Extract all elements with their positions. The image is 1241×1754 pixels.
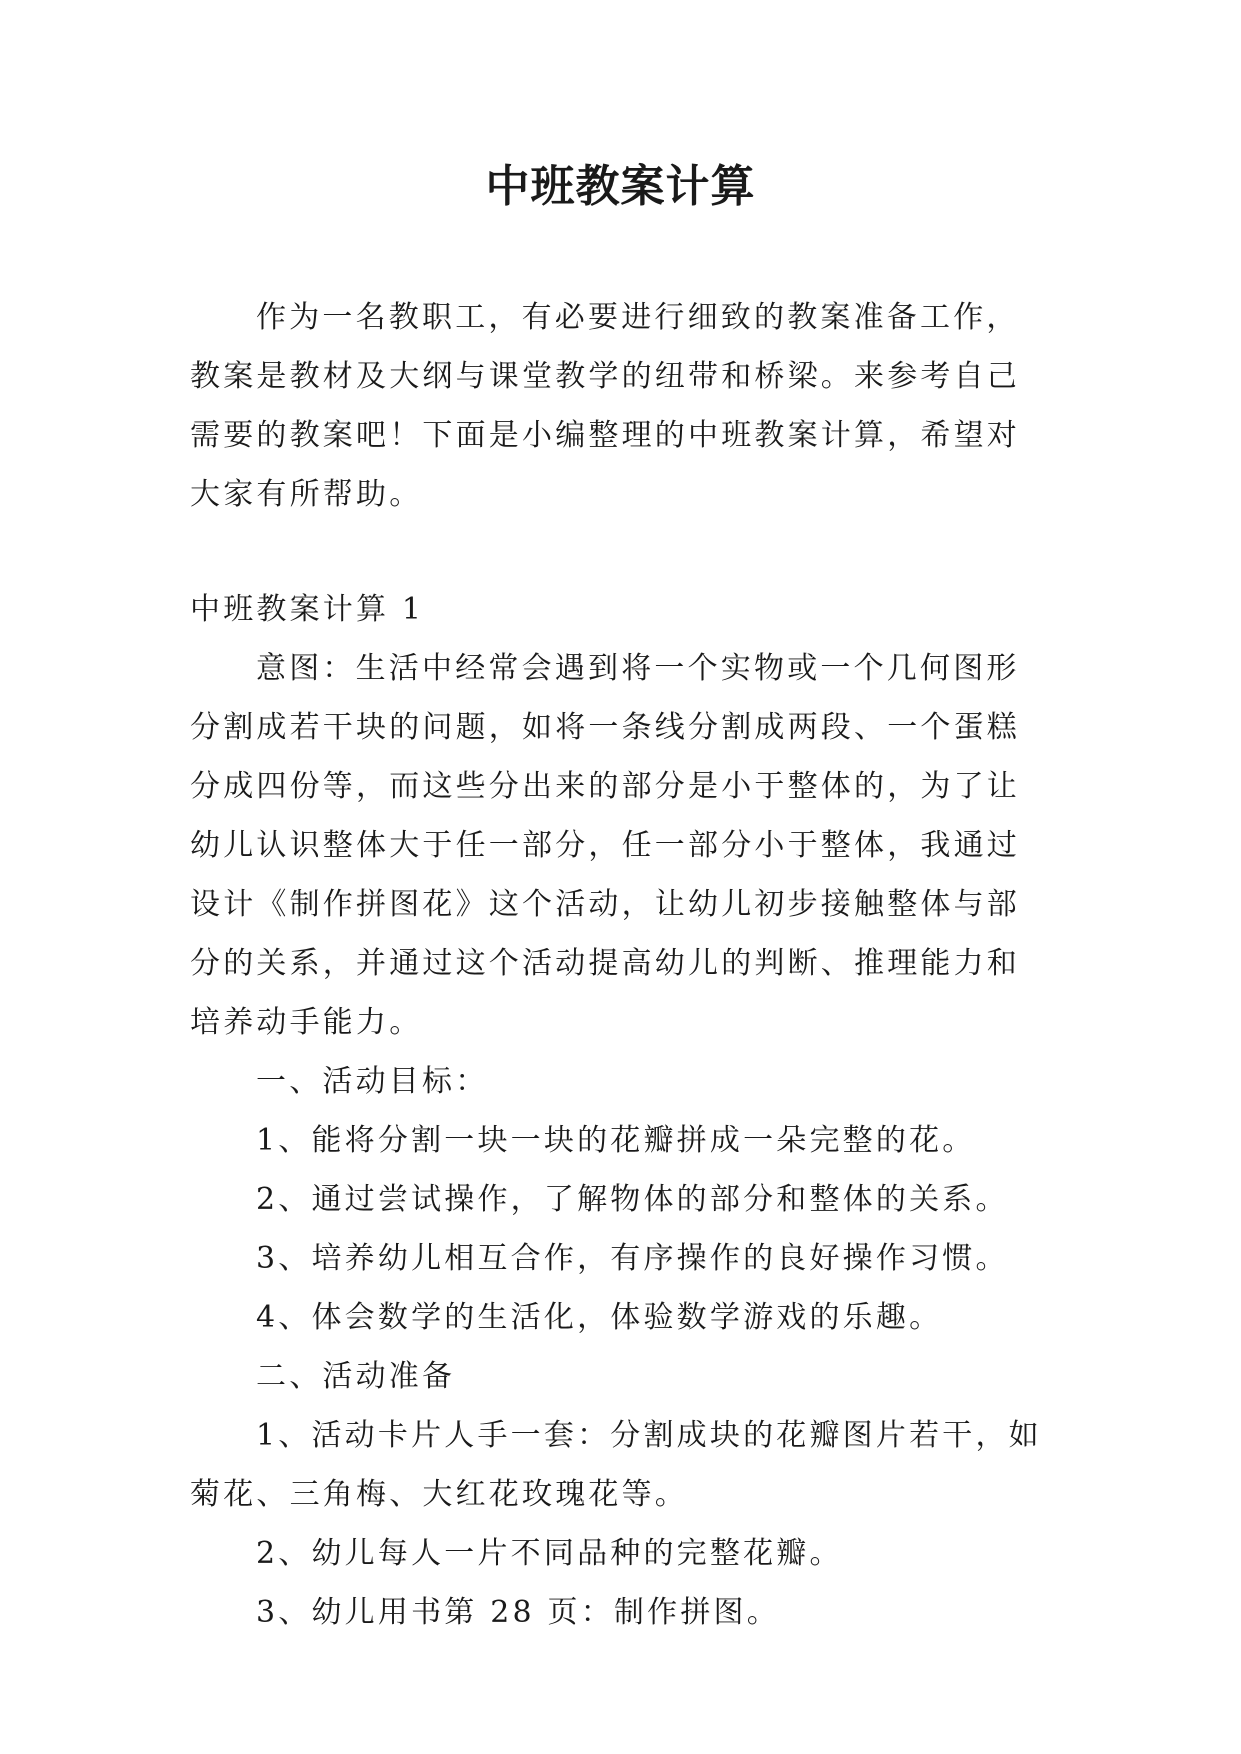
goal-item: 1、能将分割一块一块的花瓣拼成一朵完整的花。	[256, 1123, 976, 1158]
intro-paragraph: 作为一名教职工，有必要进行细致的教案准备工作，教案是教材及大纲与课堂教学的纽带和桥梁。来参考自己需要的教案吧！下面是小编整理的中班教案计算，希望对大家有所帮助。	[190, 300, 1020, 512]
goal-item: 2、通过尝试操作，了解物体的部分和整体的关系。	[256, 1182, 1009, 1217]
goal-item: 3、培养幼儿相互合作，有序操作的良好操作习惯。	[256, 1241, 1009, 1276]
prep-heading: 二、活动准备	[256, 1359, 456, 1394]
page-title: 中班教案计算	[485, 161, 756, 212]
prep-item: 2、幼儿每人一片不同品种的完整花瓣。	[256, 1536, 843, 1571]
section-heading: 中班教案计算 1	[190, 592, 425, 627]
goals-heading: 一、活动目标：	[256, 1064, 489, 1099]
goal-item: 4、体会数学的生活化，体验数学游戏的乐趣。	[256, 1300, 943, 1335]
lesson-section	[190, 580, 1052, 1642]
prep-item: 3、幼儿用书第 28 页：制作拼图。	[256, 1595, 780, 1630]
intent-paragraph: 意图：生活中经常会遇到将一个实物或一个几何图形分割成若干块的问题，如将一条线分割成两段、一个蛋糕分成四份等，而这些分出来的部分是小于整体的，为了让幼儿认识整体大于任一部分，任一部分小于整体，我通过设计《制作拼图花》这个活动，让幼儿初步接触整体与部分的关系，并通过这个活动提高幼儿的判断、推理能力和培养动手能力。	[190, 651, 1020, 1040]
prep-item: 1、活动卡片人手一套：分割成块的花瓣图片若干，如菊花、三角梅、大红花玫瑰花等。	[190, 1418, 1042, 1512]
